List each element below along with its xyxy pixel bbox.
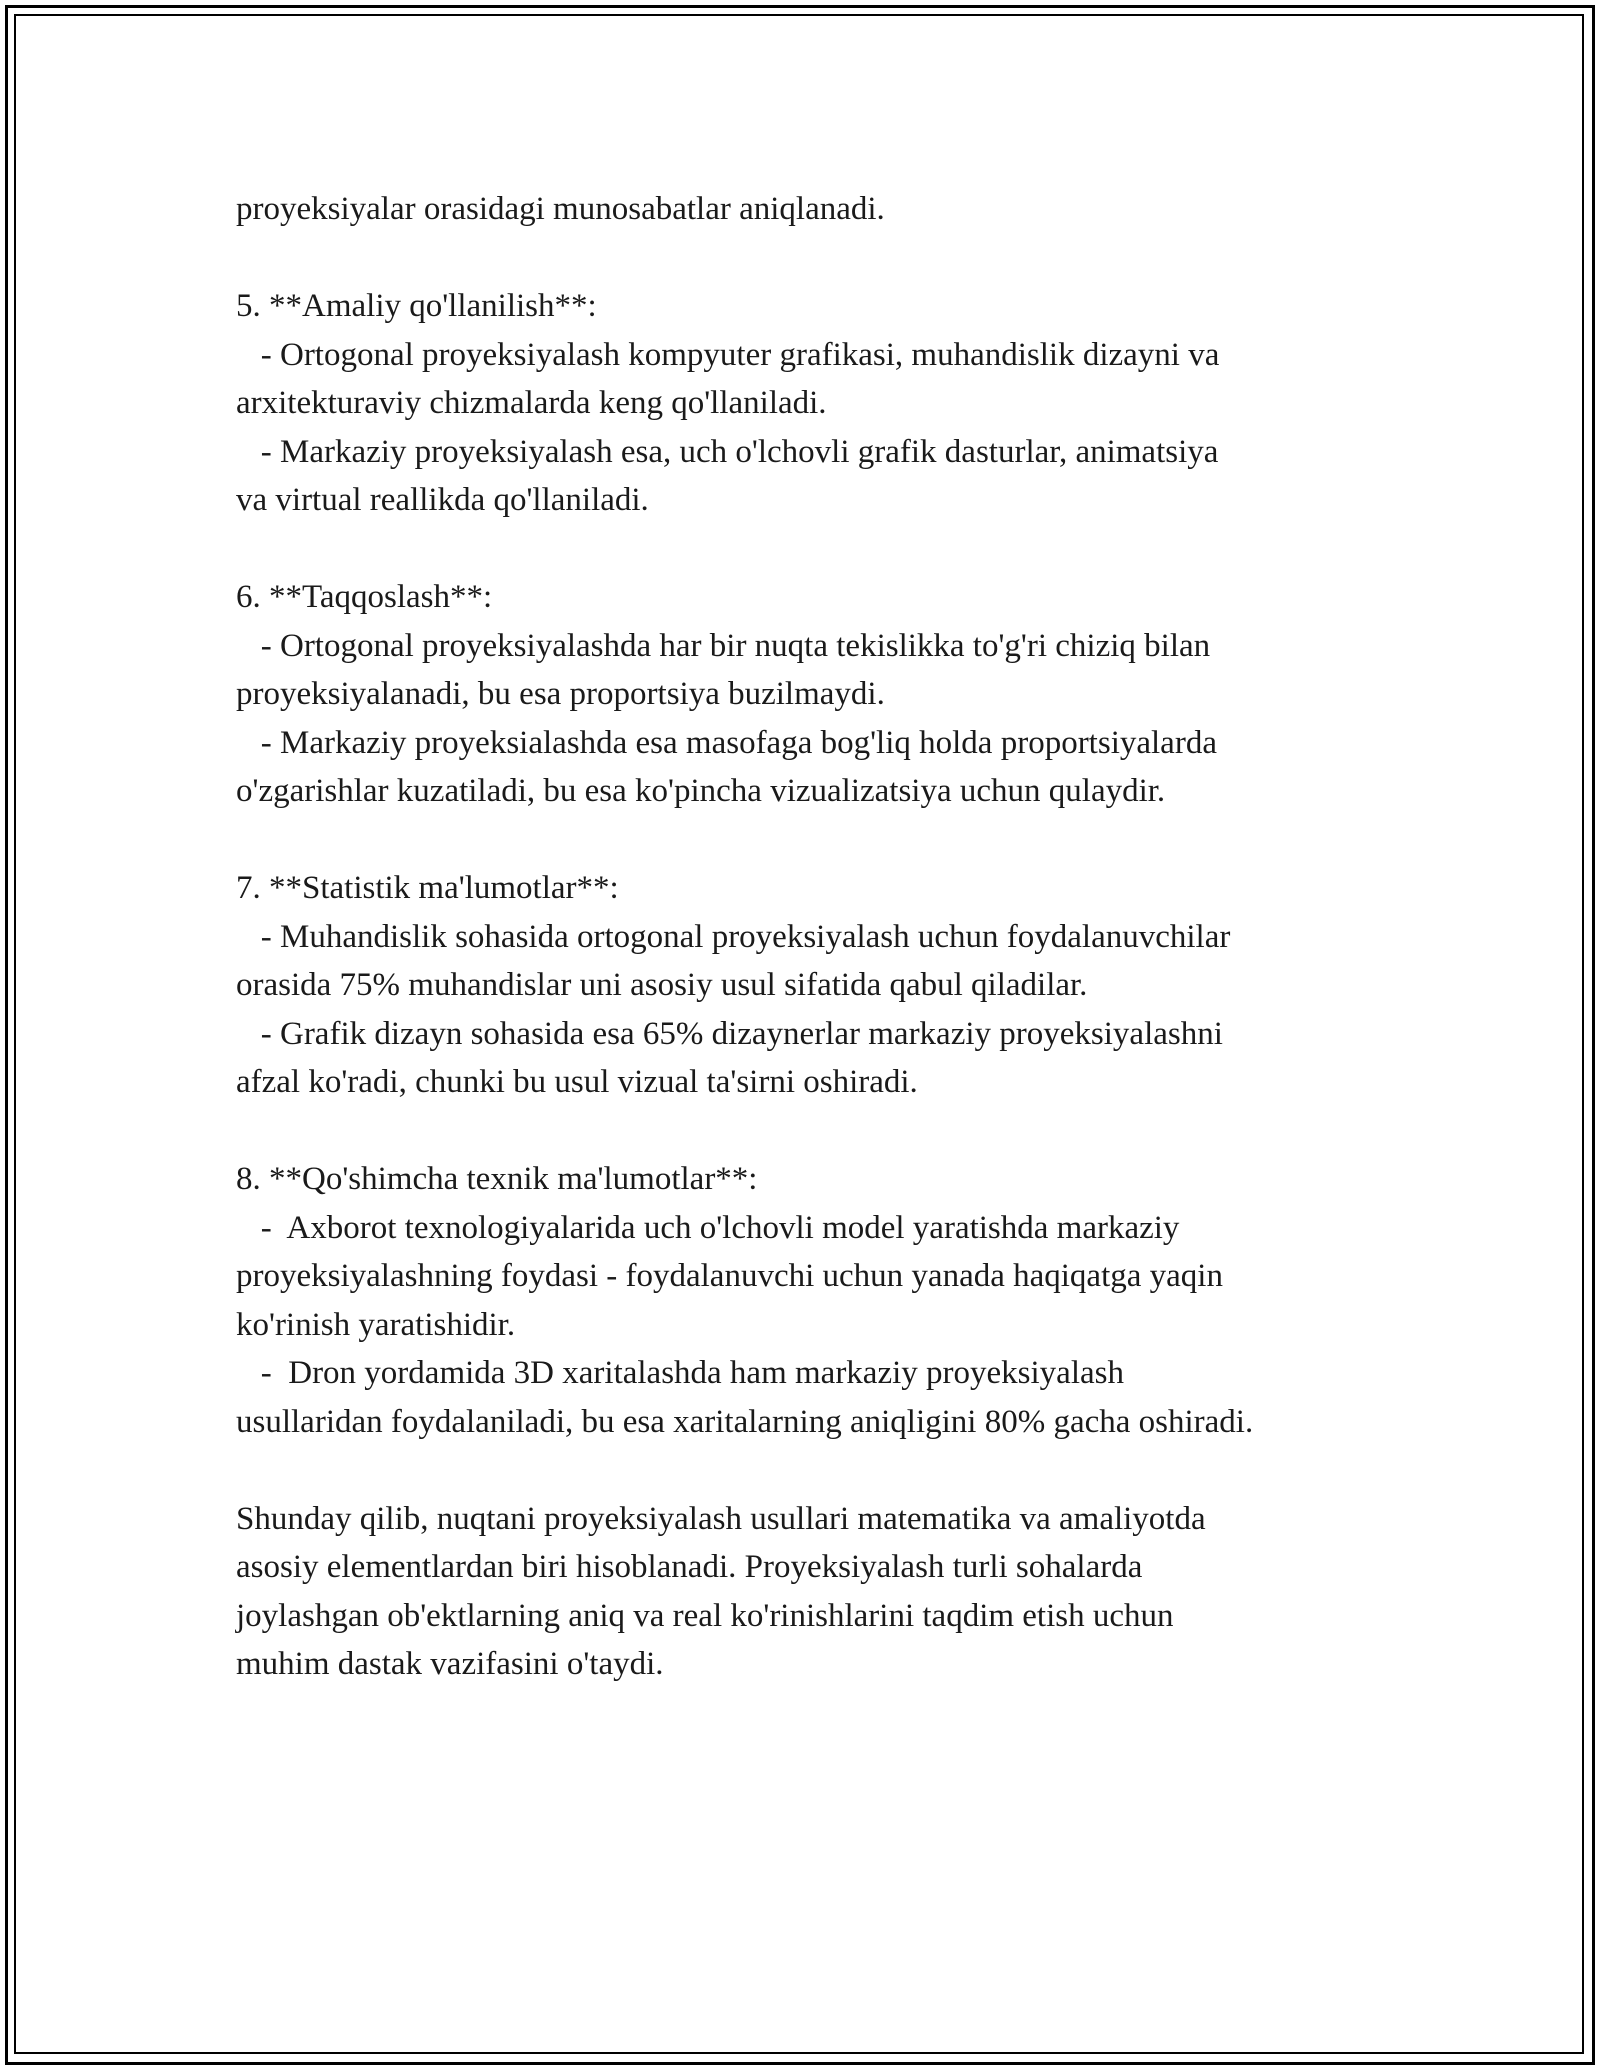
text-line: - Ortogonal proyeksiyalashda har bir nuqta tekislikka to'g'ri chiziq bilan bbox=[236, 627, 1211, 664]
paragraph-gap bbox=[236, 816, 1396, 865]
text-line: ko'rinish yaratishidir. bbox=[236, 1306, 516, 1343]
conclusion-line: joylashgan ob'ektlarning aniq va real ko'rinishlarini taqdim etish uchun bbox=[236, 1597, 1174, 1634]
text-line: proyeksiyalanadi, bu esa proportsiya buzilmaydi. bbox=[236, 676, 885, 712]
text-line: - Markaziy proyeksiyalash esa, uch o'lchovli grafik dasturlar, animatsiya bbox=[236, 433, 1219, 470]
paragraph-gap bbox=[236, 525, 1396, 574]
section-heading: 6. **Taqqoslash**: bbox=[236, 579, 493, 615]
text-line: arxitekturaviy chizmalarda keng qo'llaniladi. bbox=[236, 385, 827, 421]
text-line: - Grafik dizayn sohasida esa 65% dizaynerlar markaziy proyeksiyalashni bbox=[236, 1015, 1223, 1052]
section-heading: 5. **Amaliy qo'llanilish**: bbox=[236, 288, 597, 324]
conclusion-line: muhim dastak vazifasini o'taydi. bbox=[236, 1646, 664, 1682]
text-line: va virtual reallikda qo'llaniladi. bbox=[236, 482, 649, 518]
document-body bbox=[236, 185, 1396, 1689]
text-line: - Markaziy proyeksialashda esa masofaga bog'liq holda proportsiyalarda bbox=[236, 724, 1217, 761]
paragraph-gap bbox=[236, 234, 1396, 283]
conclusion-line: asosiy elementlardan biri hisoblanadi. Proyeksiyalash turli sohalarda bbox=[236, 1549, 1143, 1585]
text-line: - Ortogonal proyeksiyalash kompyuter grafikasi, muhandislik dizayni va bbox=[236, 336, 1220, 373]
text-line: - Muhandislik sohasida ortogonal proyeksiyalash uchun foydalanuvchilar bbox=[236, 918, 1231, 955]
conclusion-line: Shunday qilib, nuqtani proyeksiyalash usullari matematika va amaliyotda bbox=[236, 1500, 1206, 1537]
text-line: usullaridan foydalaniladi, bu esa xaritalarning aniqligini 80% gacha oshiradi. bbox=[236, 1403, 1254, 1440]
section-heading: 7. **Statistik ma'lumotlar**: bbox=[236, 870, 619, 906]
paragraph-gap bbox=[236, 1446, 1396, 1495]
text-line: o'zgarishlar kuzatiladi, bu esa ko'pincha vizualizatsiya uchun qulaydir. bbox=[236, 773, 1166, 809]
text-line: proyeksiyalashning foydasi - foydalanuvchi uchun yanada haqiqatga yaqin bbox=[236, 1258, 1223, 1294]
text-line: - Axborot texnologiyalarida uch o'lchovli model yaratishda markaziy bbox=[236, 1209, 1180, 1246]
text-line: afzal ko'radi, chunki bu usul vizual ta'sirni oshiradi. bbox=[236, 1064, 918, 1100]
text-line: - Dron yordamida 3D xaritalashda ham markaziy proyeksiyalash bbox=[236, 1355, 1124, 1391]
text-line: orasida 75% muhandislar uni asosiy usul sifatida qabul qiladilar. bbox=[236, 967, 1088, 1003]
section-heading: 8. **Qo'shimcha texnik ma'lumotlar**: bbox=[236, 1161, 758, 1197]
paragraph-gap bbox=[236, 1107, 1396, 1156]
text-line: proyeksiyalar orasidagi munosabatlar aniqlanadi. bbox=[236, 191, 885, 227]
